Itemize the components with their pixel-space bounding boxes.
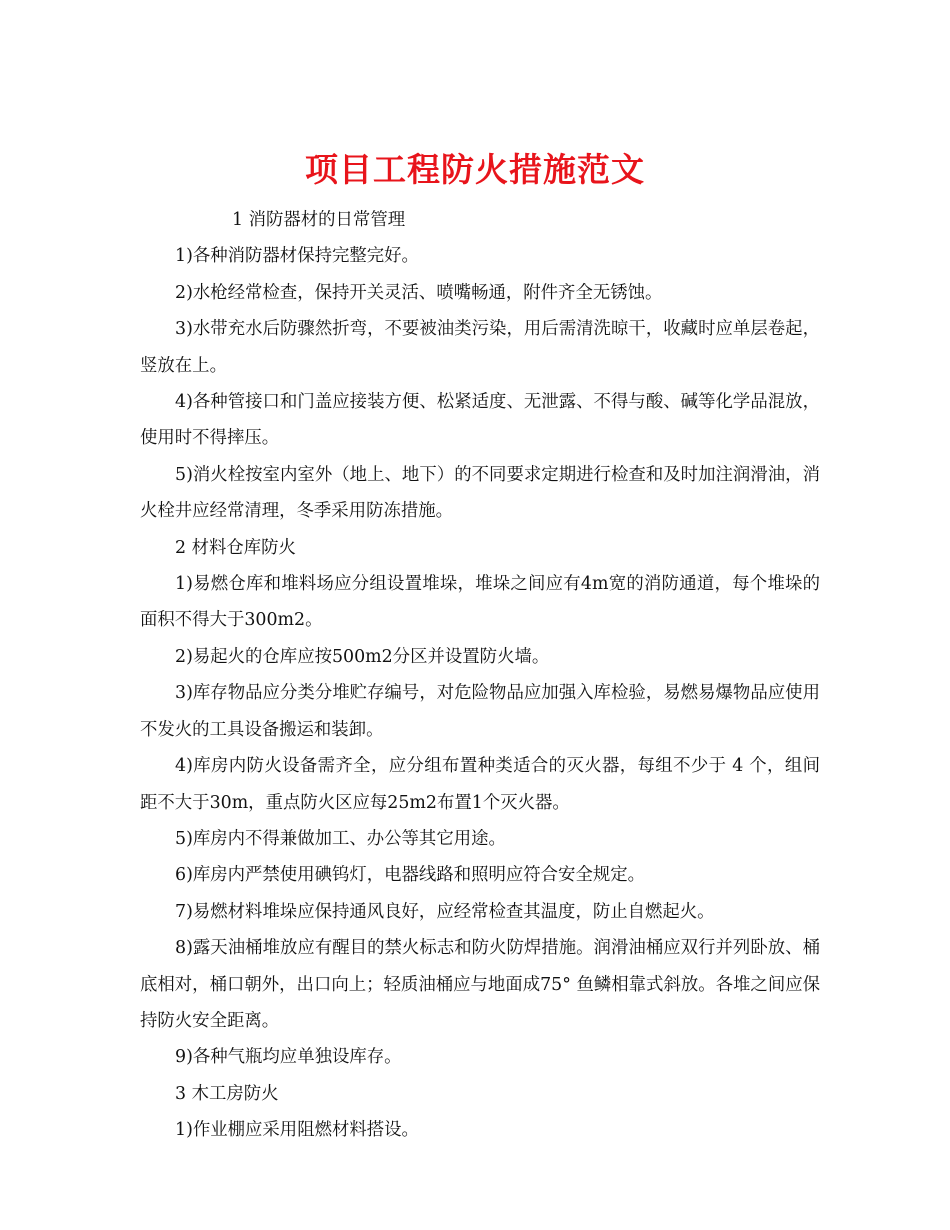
paragraph: 1)易燃仓库和堆料场应分组设置堆垛，堆垛之间应有4m宽的消防通道，每个堆垛的面积不得大于300m2。 (140, 574, 820, 631)
paragraph: 9)各种气瓶均应单独设库存。 (175, 1047, 402, 1068)
paragraph: 4)库房内防火设备需齐全，应分组布置种类适合的灭火器，每组不少于 4 个，组间距不大于30m，重点防火区应每25m2布置1个灭火器。 (140, 756, 820, 813)
paragraph: 2)易起火的仓库应按500m2分区并设置防火墙。 (175, 646, 550, 667)
paragraph: 1)作业棚应采用阻燃材料搭设。 (175, 1120, 419, 1141)
section-heading: 3 木工房防火 (175, 1083, 279, 1104)
paragraph: 5)消火栓按室内室外（地上、地下）的不同要求定期进行检查和及时加注润滑油，消火栓井应经常清理，冬季采用防冻措施。 (140, 464, 820, 522)
paragraph: 3)水带充水后防骤然折弯，不要被油类污染，用后需清洗晾干，收藏时应单层卷起，竖放在上。 (140, 319, 820, 376)
paragraph: 5)库房内不得兼做加工、办公等其它用途。 (175, 828, 506, 849)
paragraph: 7)易燃材料堆垛应保持通风良好，应经常检查其温度，防止自燃起火。 (175, 901, 715, 922)
section-heading: 1 消防器材的日常管理 (232, 210, 406, 230)
paragraph: 8)露天油桶堆放应有醒目的禁火标志和防火防焊措施。润滑油桶应双行并列卧放、桶底相对，桶口朝外，出口向上；轻质油桶应与地面成75° 鱼鳞相靠式斜放。各堆之间应保持防火安全距离。 (140, 938, 820, 1031)
document-title: 项目工程防火措施范文 (305, 150, 645, 190)
paragraph: 2)水枪经常检查，保持开关灵活、喷嘴畅通，附件齐全无锈蚀。 (175, 282, 663, 303)
paragraph: 4)各种管接口和门盖应接装方便、松紧适度、无泄露、不得与酸、碱等化学品混放，使用时不得摔压。 (140, 392, 820, 449)
paragraph: 6)库房内严禁使用碘钨灯，电器线路和照明应符合安全规定。 (175, 865, 646, 886)
section-heading: 2 材料仓库防火 (175, 537, 296, 558)
paragraph: 1)各种消防器材保持完整完好。 (175, 246, 419, 267)
paragraph: 3)库存物品应分类分堆贮存编号，对危险物品应加强入库检验，易燃易爆物品应使用不发火的工具设备搬运和装卸。 (140, 683, 820, 740)
document-body (140, 202, 820, 1149)
